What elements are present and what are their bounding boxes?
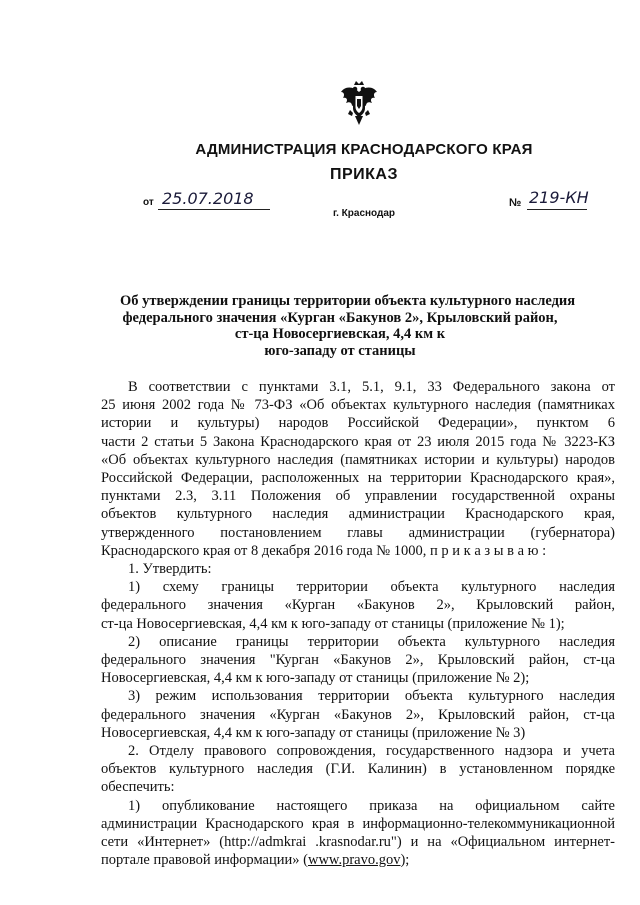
paragraph-line: части 2 статьи 5 Закона Краснодарского края от 23 июля 2015 года № 3223-КЗ	[101, 433, 615, 450]
list-item-line: федерального значения «Курган «Бакунов 2», Крыловский район, ст-ца	[101, 706, 615, 723]
number-value-handwritten: 219-КН	[529, 188, 589, 207]
paragraph-line: истории и культуры) народов Российской Федерации», пунктом 6	[101, 415, 615, 432]
title-line: Об утверждении границы территории объекта культурного наследия	[120, 293, 576, 309]
title-line: федерального значения «Курган «Бакунов 2», Крыловский район,	[122, 309, 558, 326]
number-label: №	[509, 197, 522, 209]
pravo-gov-link[interactable]: www.pravo.gov	[307, 852, 401, 869]
list-item: 2) описание границы территории объекта культурного наследия	[128, 633, 615, 650]
list-item: 2. Отделу правового сопровождения, государственного надзора и учета	[128, 743, 615, 760]
document-type: ПРИКАЗ	[329, 166, 398, 183]
city-label: г. Краснодар	[332, 208, 396, 219]
list-item: 1. Утвердить:	[128, 561, 212, 578]
paragraph-line: объектов культурного наследия администрации Краснодарского края,	[101, 506, 615, 523]
paragraph-line: 25 июня 2002 года № 73-ФЗ «Об объектах культурного наследия (памятниках	[101, 397, 615, 414]
document-body	[101, 378, 615, 869]
list-item-line: обеспечить:	[101, 779, 175, 796]
list-item-line: объектов культурного наследия (Г.И. Калинин) в установленном порядке	[101, 761, 615, 778]
paragraph-line: Российской Федерации, расположенных на территории Краснодарского края»,	[101, 470, 615, 487]
text-fragment: портале правовой информации» (	[101, 852, 308, 869]
organization-name: АДМИНИСТРАЦИЯ КРАСНОДАРСКОГО КРАЯ	[195, 141, 533, 158]
list-item-line: администрации Краснодарского края в информационно-телекоммуникационной	[101, 815, 615, 832]
list-item-line: федерального значения "Курган «Бакунов 2», Крыловский район, ст-ца	[101, 652, 615, 669]
document-title	[120, 293, 576, 359]
text-fragment: );	[400, 852, 410, 869]
paragraph-line: пунктами 2.3, 3.11 Положения об управлении государственной охраны	[101, 488, 615, 505]
list-item-line: ст-ца Новосергиевская, 4,4 км к юго-западу от станицы (приложение № 1);	[101, 615, 565, 632]
paragraph-line: «Об объектах культурного наследия (памятниках истории и культуры) народов	[101, 451, 615, 468]
list-item: 3) режим использования территории объекта культурного наследия	[128, 688, 615, 705]
date-label: от	[143, 197, 154, 208]
list-item-line: федерального значения «Курган «Бакунов 2», Крыловский район,	[101, 597, 615, 614]
list-item-line: Новосергиевская, 4,4 км к юго-западу от станицы (приложение № 3)	[101, 724, 526, 741]
paragraph-line: Краснодарского края от 8 декабря 2016 года № 1000, п р и к а з ы в а ю :	[101, 542, 547, 559]
title-line: ст-ца Новосергиевская, 4,4 км к	[234, 326, 446, 342]
list-item-line: Новосергиевская, 4,4 км к юго-западу от станицы (приложение № 2);	[101, 670, 530, 687]
paragraph-line: утвержденного постановлением главы администрации (губернатора)	[101, 524, 615, 541]
list-item-line	[101, 851, 615, 869]
date-value-handwritten: 25.07.2018	[162, 189, 254, 208]
title-line: юго-западу от станицы	[264, 342, 416, 359]
coat-of-arms-eagle-icon	[339, 80, 379, 126]
paragraph-line: В соответствии с пунктами 3.1, 5.1, 9.1, 33 Федерального закона от	[128, 379, 615, 395]
list-item: 1) схему границы территории объекта культурного наследия	[128, 579, 615, 596]
list-item-line: сети «Интернет» (http://admkrai .krasnodar.ru") и на «Официальном интернет-	[101, 834, 615, 851]
list-item: 1) опубликование настоящего приказа на официальном сайте	[128, 797, 615, 814]
